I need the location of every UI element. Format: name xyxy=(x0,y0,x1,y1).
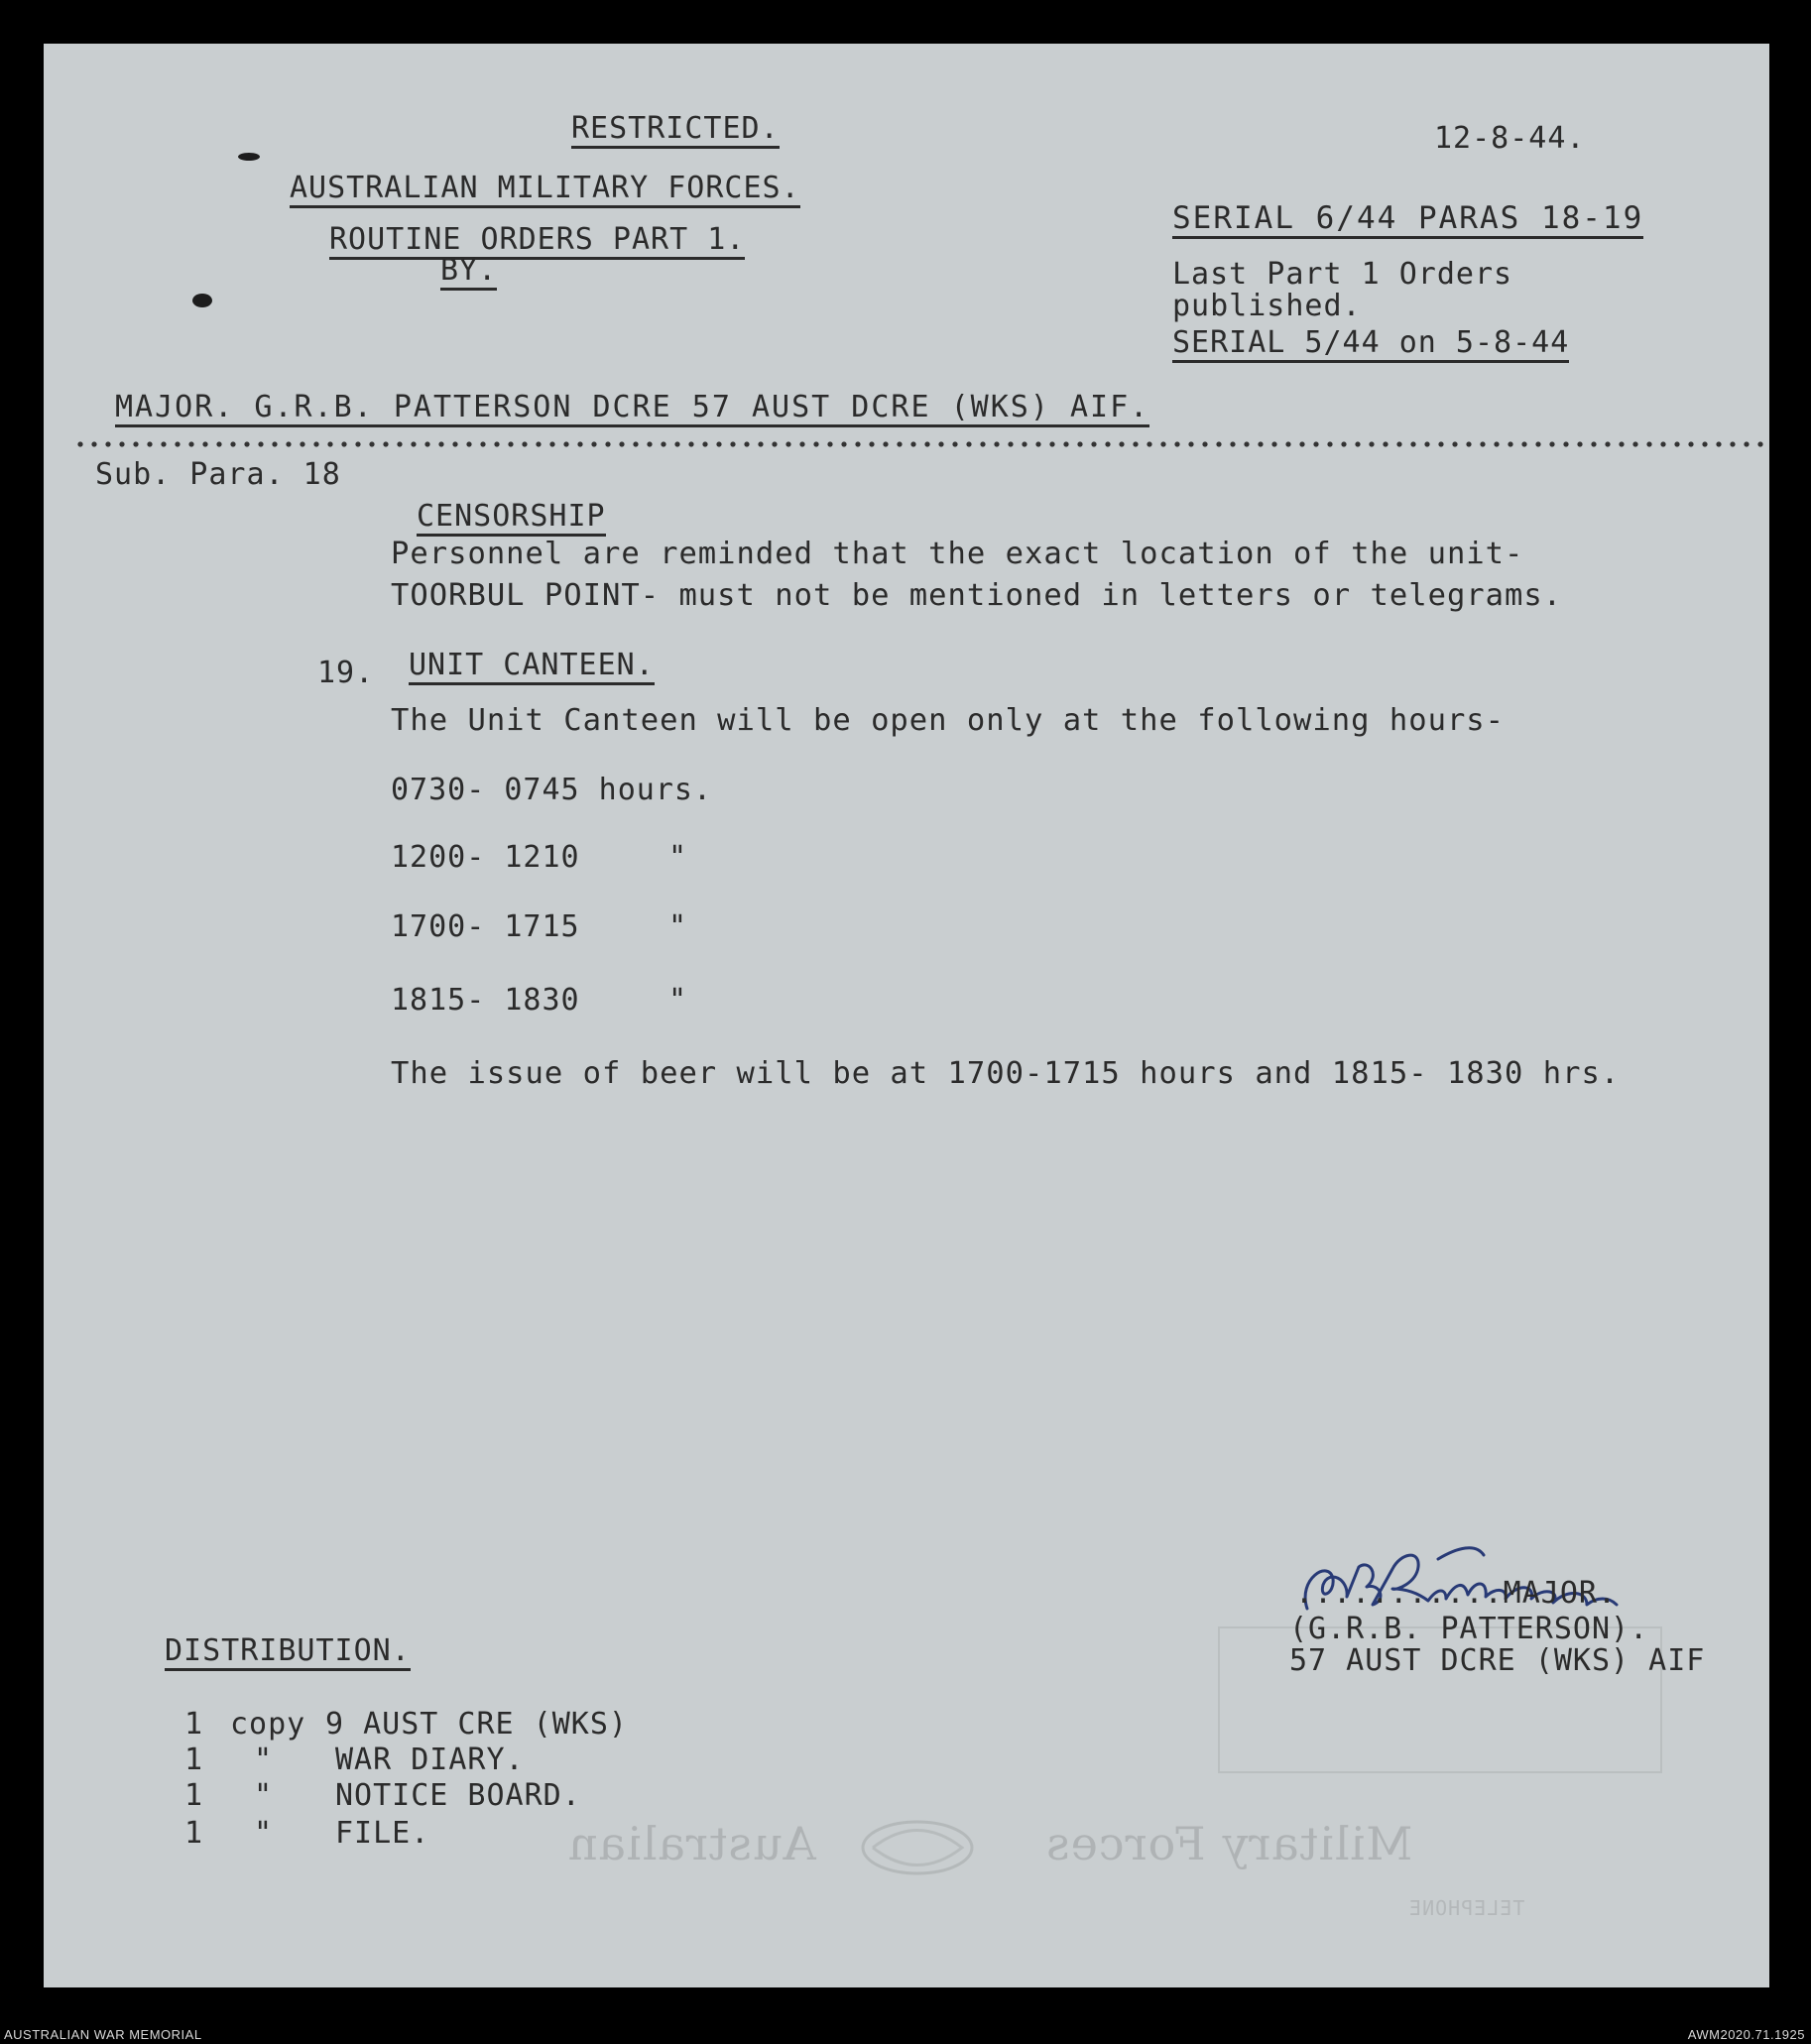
hours-range: 1700- 1715 xyxy=(391,909,580,944)
dotted-separator xyxy=(73,440,1769,448)
serial-number: SERIAL 6/44 PARAS 18-19 xyxy=(1172,203,1643,239)
para19-number: 19. xyxy=(317,656,375,690)
dist-destination: NOTICE BOARD. xyxy=(335,1778,581,1813)
sub-para-label: Sub. Para. 18 xyxy=(95,457,341,492)
beer-issue-line: The issue of beer will be at 1700-1715 hours and 1815- 1830 hrs. xyxy=(391,1056,1621,1091)
dist-unit: " xyxy=(254,1743,274,1777)
signatory-name: (G.R.B. PATTERSON). xyxy=(1289,1612,1649,1646)
footer-accession: AWM2020.71.1925 xyxy=(1687,2027,1805,2042)
ditto-mark: " xyxy=(668,909,688,944)
signature-rank: ...........MAJOR. xyxy=(1295,1576,1618,1611)
crest-ghost-icon xyxy=(853,1813,982,1882)
last-part-line1: Last Part 1 Orders xyxy=(1172,257,1513,292)
censorship-title: CENSORSHIP xyxy=(417,502,606,537)
footer-credit: AUSTRALIAN WAR MEMORIAL xyxy=(4,2027,202,2042)
censorship-line2: TOORBUL POINT- must not be mentioned in letters or telegrams. xyxy=(391,578,1563,613)
signatory-unit: 57 AUST DCRE (WKS) AIF xyxy=(1289,1643,1706,1678)
watermark-telephone: TELEPHONE xyxy=(1408,1896,1525,1920)
ditto-mark: " xyxy=(668,840,688,875)
order-date: 12-8-44. xyxy=(1434,121,1586,156)
last-serial: SERIAL 5/44 on 5-8-44 xyxy=(1172,328,1569,363)
by-heading: BY. xyxy=(440,256,497,291)
censorship-line1: Personnel are reminded that the exact location of the unit- xyxy=(391,537,1524,571)
dist-unit: " xyxy=(254,1778,274,1813)
dist-unit: copy xyxy=(230,1707,306,1742)
canteen-title: UNIT CANTEEN. xyxy=(409,651,655,685)
ditto-mark: " xyxy=(668,983,688,1018)
watermark-left: Australian xyxy=(567,1817,816,1870)
distribution-title: DISTRIBUTION. xyxy=(165,1636,411,1671)
hours-range: 1815- 1830 xyxy=(391,983,580,1018)
canteen-intro: The Unit Canteen will be open only at the following hours- xyxy=(391,703,1506,738)
issuer-line: MAJOR. G.R.B. PATTERSON DCRE 57 AUST DCRE (WKS) AIF. xyxy=(115,393,1149,427)
hours-range: 0730- 0745 hours. xyxy=(391,773,713,807)
dist-qty: 1 xyxy=(184,1707,204,1742)
dist-qty: 1 xyxy=(184,1778,204,1813)
restricted-heading: RESTRICTED. xyxy=(571,114,780,149)
org-heading: AUSTRALIAN MILITARY FORCES. xyxy=(290,174,800,208)
watermark-right: Military Forces xyxy=(1045,1817,1413,1870)
dist-unit: " xyxy=(254,1816,274,1851)
dist-destination: FILE. xyxy=(335,1816,430,1851)
ink-blot xyxy=(238,153,260,161)
orders-heading: ROUTINE ORDERS PART 1. xyxy=(329,225,745,260)
ink-blot xyxy=(192,294,212,307)
dist-destination: 9 AUST CRE (WKS) xyxy=(325,1707,628,1742)
last-part-line2: published. xyxy=(1172,289,1362,323)
hours-range: 1200- 1210 xyxy=(391,840,580,875)
dist-qty: 1 xyxy=(184,1816,204,1851)
document-page xyxy=(44,44,1769,1987)
dist-qty: 1 xyxy=(184,1743,204,1777)
dist-destination: WAR DIARY. xyxy=(335,1743,525,1777)
